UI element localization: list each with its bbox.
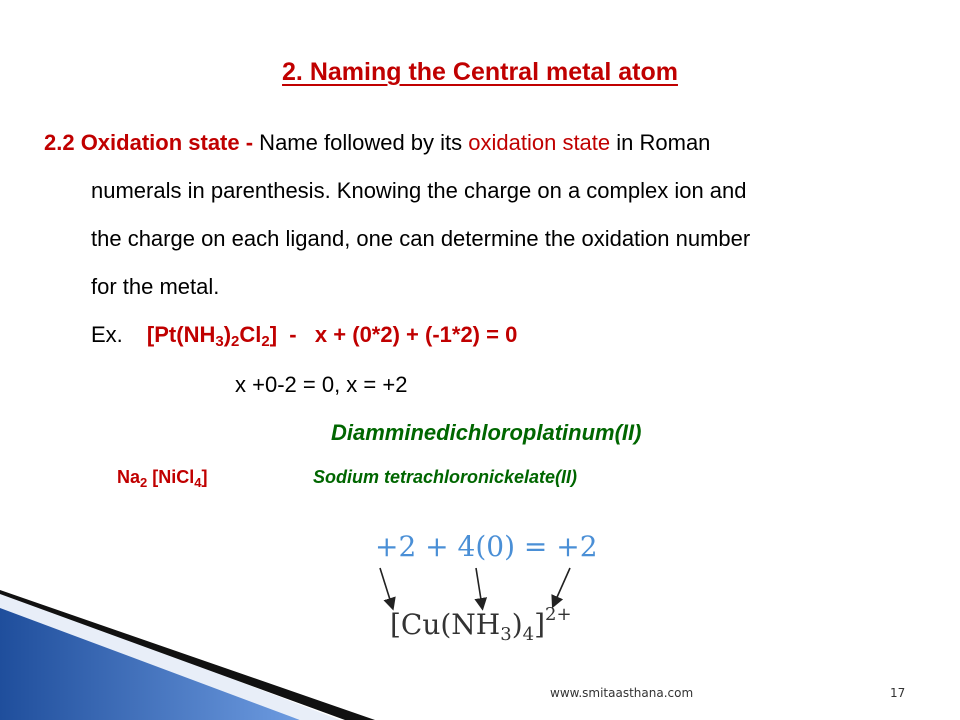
- slide-title: 2. Naming the Central metal atom: [282, 58, 678, 86]
- intro-heading: 2.2 Oxidation state -: [44, 130, 254, 155]
- example-line: [91, 322, 517, 348]
- intro-highlight: oxidation state: [468, 130, 611, 155]
- example-prefix: Ex.: [91, 322, 123, 347]
- footer-page-number: 17: [890, 686, 906, 700]
- corner-decoration: [0, 590, 380, 720]
- intro-text-b: in Roman: [610, 130, 711, 155]
- oxidation-sum-equation: +2 + 4(0) = +2: [375, 530, 598, 563]
- example-formula: $[Pt(NH_3)_2Cl_2]$: [146, 322, 278, 350]
- example2-formula: $Na_2$ [NiCl$_4$]: [117, 467, 208, 490]
- arrow-metal: [380, 568, 392, 606]
- example-calc: x +0-2 = 0, x = +2: [235, 372, 408, 397]
- arrow-charge: [554, 568, 570, 604]
- footer-website: www.smitaasthana.com: [550, 686, 694, 700]
- intro-line: [44, 130, 710, 156]
- body-line-1: numerals in parenthesis. Knowing the charge on a complex ion and: [91, 178, 747, 203]
- example-name: Diamminedichloroplatinum(II): [331, 420, 642, 445]
- body-line-2: the charge on each ligand, one can determine the oxidation number: [91, 226, 751, 251]
- body-line-3: for the metal.: [91, 274, 220, 299]
- complex-ion-formula: $[Cu(NH_3)_4]^{2+}$: [390, 604, 572, 645]
- intro-text-a: Name followed by its: [253, 130, 469, 155]
- example-equation: - x + (0*2) + (-1*2) = 0: [277, 322, 518, 347]
- example2-name: Sodium tetrachloronickelate(II): [313, 467, 578, 487]
- arrow-ligand: [476, 568, 482, 606]
